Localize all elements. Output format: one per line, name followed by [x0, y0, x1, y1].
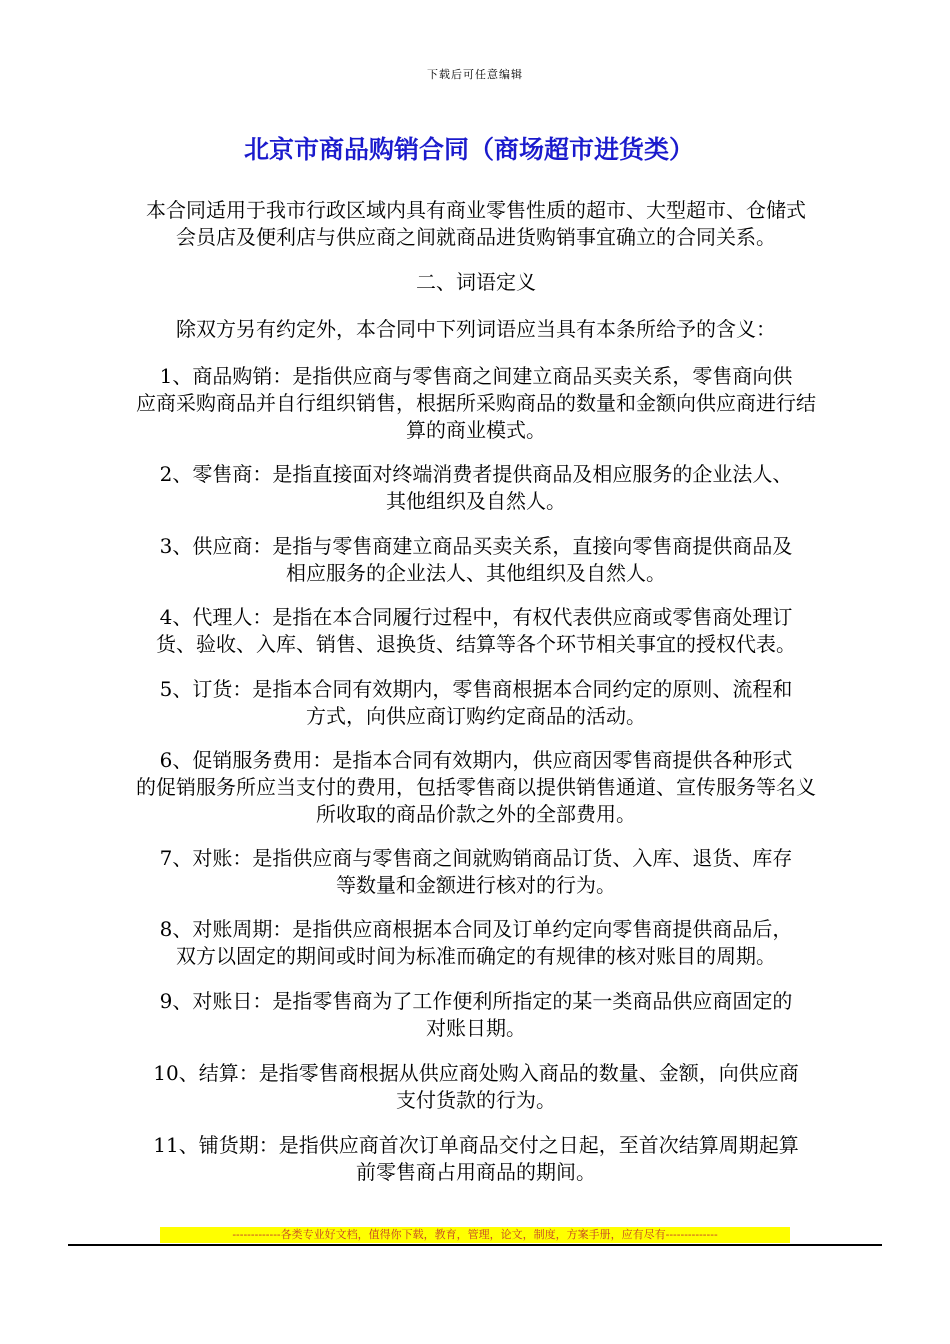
- definition-item-6: 6、促销服务费用：是指本合同有效期内，供应商因零售商提供各种形式 的促销服务所应当支付的费用，包括零售商以提供销售通道、宣传服务等名义 所收取的商品价款之外的全部费用。: [136, 748, 816, 826]
- definitions-preamble: 除双方另有约定外，本合同中下列词语应当具有本条所给予的含义：: [176, 317, 776, 341]
- definition-item-9: 9、对账日：是指零售商为了工作便利所指定的某一类商品供应商固定的 对账日期。: [159, 989, 793, 1040]
- definition-item-7: 7、对账：是指供应商与零售商之间就购销商品订货、入库、退货、库存 等数量和金额进行核对的行为。: [159, 846, 793, 897]
- definition-item-1: 1、商品购销：是指供应商与零售商之间建立商品买卖关系，零售商向供 应商采购商品并自行组织销售，根据所采购商品的数量和金额向供应商进行结 算的商业模式。: [136, 364, 816, 442]
- section-heading-definitions: 二、词语定义: [416, 270, 536, 294]
- footer-divider: [68, 1244, 882, 1246]
- header-note: 下载后可任意编辑: [427, 68, 523, 81]
- definition-item-3: 3、供应商：是指与零售商建立商品买卖关系，直接向零售商提供商品及 相应服务的企业法人、其他组织及自然人。: [159, 534, 793, 585]
- definition-item-5: 5、订货：是指本合同有效期内，零售商根据本合同约定的原则、流程和 方式，向供应商订购约定商品的活动。: [159, 677, 793, 728]
- definition-item-4: 4、代理人：是指在本合同履行过程中，有权代表供应商或零售商处理订 货、验收、入库、销售、退换货、结算等各个环节相关事宜的授权代表。: [156, 605, 796, 656]
- definition-item-2: 2、零售商：是指直接面对终端消费者提供商品及相应服务的企业法人、 其他组织及自然人。: [159, 462, 793, 513]
- footer-promo-banner: -------------各类专业好文档，值得你下载，教育，管理，论文，制度，方案手册，应有尽有--------------: [160, 1227, 790, 1243]
- document-title: 北京市商品购销合同（商场超市进货类）: [243, 135, 694, 164]
- definition-item-10: 10、结算：是指零售商根据从供应商处购入商品的数量、金额，向供应商 支付货款的行为。: [153, 1061, 799, 1112]
- intro-paragraph: 本合同适用于我市行政区域内具有商业零售性质的超市、大型超市、仓储式 会员店及便利店与供应商之间就商品进货购销事宜确立的合同关系。: [146, 198, 806, 249]
- definition-item-8: 8、对账周期：是指供应商根据本合同及订单约定向零售商提供商品后， 双方以固定的期间或时间为标准而确定的有规律的核对账目的周期。: [159, 917, 793, 968]
- definition-item-11: 11、铺货期：是指供应商首次订单商品交付之日起，至首次结算周期起算 前零售商占用商品的期间。: [153, 1133, 799, 1184]
